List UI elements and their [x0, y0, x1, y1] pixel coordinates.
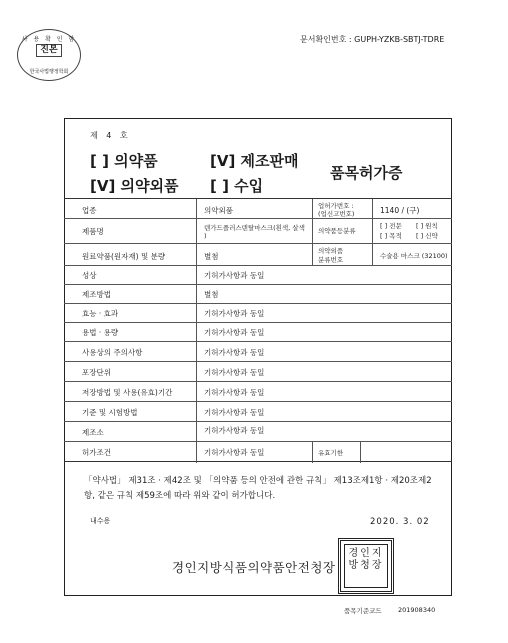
- column-divider: [196, 199, 197, 463]
- class-option-new-drug: [ ] 신약: [416, 232, 438, 240]
- form-title: 품목허가증: [330, 164, 403, 182]
- method-label: 제조방법: [82, 290, 111, 299]
- method-value: 별첨: [204, 290, 219, 299]
- dosage-label: 용법 · 용량: [82, 328, 119, 337]
- product-label: 제품명: [82, 227, 104, 236]
- row-divider: [64, 401, 452, 402]
- expiry-label: 유효기한: [318, 449, 344, 457]
- document-verification-number: 문서확인번호 : GUPH-YZKB-SBTJ-TDRE: [300, 35, 445, 44]
- class-option-principle: [ ] 원칙: [416, 222, 438, 230]
- product-value: 덴가드플러스덴탈마스크(흰색, 살색: [204, 224, 305, 232]
- spec-label: 기준 및 시험방법: [82, 408, 138, 417]
- class-label: 의약품등분류: [318, 227, 356, 235]
- certification-seal: [17, 29, 81, 81]
- issuing-agency: 경인지방식품의약품안전청장: [172, 560, 336, 575]
- footer-code-value: 201908340: [398, 606, 436, 614]
- row-divider: [64, 303, 452, 304]
- type-label: 업종: [82, 206, 97, 215]
- effect-label: 효능 · 효과: [82, 309, 119, 318]
- permit-no-value: 1140 / (구): [380, 206, 420, 215]
- permit-no-label: 업허가번호 :: [318, 202, 354, 210]
- shape-value: 기허가사항과 동일: [204, 271, 265, 280]
- category-import: [ ] 수입: [210, 177, 264, 195]
- permit-no-sub-label: (업신고번호): [318, 210, 355, 218]
- effect-value: 기허가사항과 동일: [204, 309, 265, 318]
- package-label: 포장단위: [82, 368, 111, 377]
- official-seal-text: 경인지방청장: [344, 544, 388, 588]
- issue-date: 2020. 3. 02: [370, 517, 430, 527]
- seal-top-text: 사 용 확 인 함: [21, 36, 77, 43]
- qd-class-value: 수술용 마스크 (32100): [380, 252, 448, 260]
- approval-statement: 「약사법」 제31조 · 제42조 및 「의약품 등의 안전에 관한 규칙」 제13조제1항 · 제20조제2항, 같은 규칙 제59조에 따라 위와 같이 허가합니다.: [84, 476, 432, 501]
- caution-label: 사용상의 주의사항: [82, 348, 143, 357]
- qd-class-label: 의약외품: [318, 247, 344, 255]
- row-divider: [64, 265, 452, 266]
- column-divider: [372, 199, 373, 265]
- storage-value: 기허가사항과 동일: [204, 388, 265, 397]
- row-divider: [64, 361, 452, 362]
- shape-label: 성상: [82, 271, 97, 280]
- permit-table: [64, 198, 452, 462]
- category-quasi-drug: [V] 의약외품: [90, 177, 179, 195]
- storage-label: 저장방법 및 사용(유효)기간: [82, 388, 173, 397]
- row-divider: [64, 322, 452, 323]
- column-divider: [312, 441, 313, 463]
- seal-bottom-text: 한국사법행정학회: [29, 69, 69, 75]
- seal-center-text: 진본: [36, 44, 62, 57]
- caution-value: 기허가사항과 동일: [204, 348, 265, 357]
- site-label: 제조소: [82, 428, 104, 437]
- row-divider: [64, 421, 452, 422]
- footer-code-label: 품목기준코드: [344, 607, 382, 615]
- row-divider: [64, 243, 452, 244]
- row-divider: [64, 381, 452, 382]
- class-option-professional: [ ] 전문: [380, 222, 402, 230]
- row-divider: [64, 284, 452, 285]
- category-manufacture: [V] 제조판매: [210, 152, 299, 170]
- ingredient-label: 원료약품(원자재) 및 분량: [82, 252, 166, 261]
- dosage-value: 기허가사항과 동일: [204, 328, 265, 337]
- row-divider: [64, 341, 452, 342]
- condition-label: 허가조건: [82, 448, 111, 457]
- type-value: 의약외품: [204, 206, 233, 215]
- package-value: 기허가사항과 동일: [204, 368, 265, 377]
- row-divider: [64, 441, 452, 442]
- class-option-purpose: [ ] 목적: [380, 232, 402, 240]
- official-seal: [338, 538, 394, 594]
- received-label: 내수용: [90, 517, 111, 525]
- qd-class-label-2: 분류번호: [318, 256, 344, 264]
- ingredient-value: 별첨: [204, 252, 219, 261]
- condition-value: 기허가사항과 동일: [204, 448, 265, 457]
- product-value-continued: ): [204, 232, 207, 240]
- form-number: 제 4 호: [90, 131, 131, 140]
- category-medicine: [ ] 의약품: [90, 152, 158, 170]
- column-divider: [312, 199, 313, 265]
- spec-value: 기허가사항과 동일: [204, 408, 265, 417]
- column-divider: [360, 441, 361, 463]
- site-value: 기허가사항과 동일: [204, 426, 265, 435]
- row-divider: [64, 218, 452, 219]
